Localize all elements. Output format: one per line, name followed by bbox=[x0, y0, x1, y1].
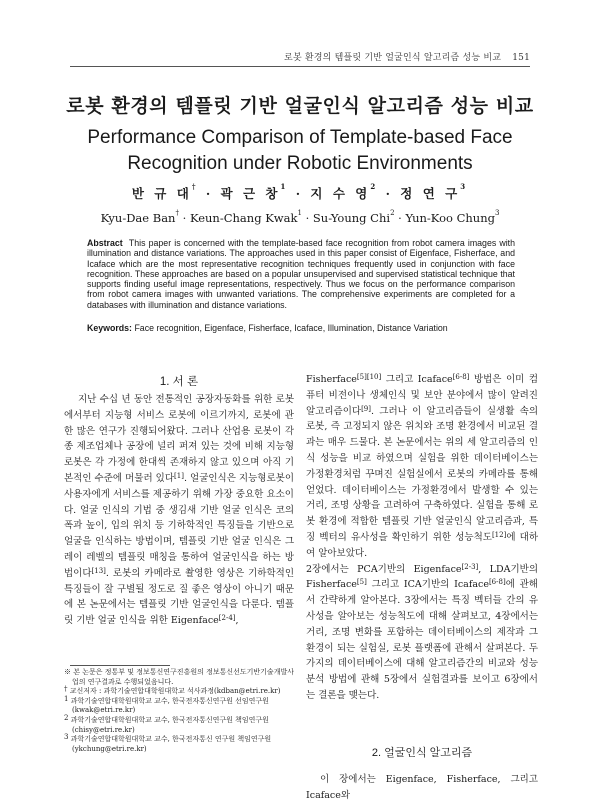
footnote-mark: 2 bbox=[64, 713, 69, 722]
english-title-line1: Performance Comparison of Template-based Face bbox=[87, 127, 513, 148]
footnote-text: 과학기술연합대학원대학교 교수, 한국전자통신연구원 책임연구원 (chisy@etri.re.kr) bbox=[70, 715, 269, 734]
citation: [2-3] bbox=[461, 562, 479, 571]
author-separator: · bbox=[178, 211, 190, 225]
author-mark: † bbox=[191, 182, 199, 191]
body-text: 그리고 ICA기반의 Icaface bbox=[366, 579, 489, 591]
author-separator: · bbox=[301, 211, 313, 225]
english-title bbox=[0, 125, 600, 177]
body-text: . 얼굴인식은 지능형로봇이 사용자에게 서비스를 제공하기 위해 가장 중요한 요소이다. 얼굴 인식의 기법 중 생김새 기반 얼굴 인식은 코의 폭과 높이, 입의 위치 등 기하학적인 특징들을 기반으로 얼굴을 인식하는 방법이며, 템플릿 기반 얼굴 인식은 그레이 레벨의 템플릿 매칭을 통하여 얼굴인식을 하는 방법이다 bbox=[64, 472, 294, 579]
keywords-label: Keywords bbox=[87, 323, 130, 333]
citation: [5] bbox=[356, 578, 367, 587]
citation: [1] bbox=[174, 471, 184, 480]
section2-text bbox=[306, 772, 538, 804]
paragraph: 이 장에서는 Eigenface, Fisherface, 그리고 Icaface와 bbox=[306, 774, 538, 801]
body-text: 방법은 이미 컴퓨터 비전이나 생체인식 및 보안 분야에서 많이 알려진 알고리즘이다 bbox=[306, 374, 539, 417]
author-mark: 2 bbox=[370, 182, 379, 191]
author-separator: · bbox=[288, 186, 311, 201]
footnotes bbox=[64, 668, 294, 754]
english-author: Kyu-Dae Ban bbox=[100, 211, 176, 225]
body-text: , LDA기반의 Fisherface bbox=[306, 563, 539, 591]
paragraph bbox=[306, 372, 538, 562]
body-text: 에 대하여 알아보았다. bbox=[306, 531, 538, 559]
korean-author: 곽 근 창 bbox=[220, 186, 281, 201]
citation: [6-8] bbox=[488, 578, 506, 587]
section-heading-algorithms: 2. 얼굴인식 알고리즘 bbox=[371, 747, 473, 759]
paragraph bbox=[306, 562, 538, 704]
body-text: 2장에서는 PCA기반의 Eigenface bbox=[306, 563, 462, 575]
footnote-mark: † bbox=[64, 685, 68, 694]
citation: [2-4] bbox=[218, 614, 236, 623]
author-mark: 3 bbox=[494, 209, 500, 217]
footnote-rule bbox=[70, 665, 170, 666]
left-column bbox=[64, 392, 294, 629]
korean-author: 반 규 대 bbox=[131, 186, 192, 201]
english-authors bbox=[0, 211, 600, 225]
citation: [5][10] bbox=[356, 373, 382, 381]
author-mark: 3 bbox=[460, 182, 469, 191]
keywords: Keywords: Face recognition, Eigenface, Fisherface, Icaface, Illumination, Distance Variation bbox=[87, 323, 448, 333]
running-header bbox=[284, 50, 530, 63]
body-text: 그리고 Icaface bbox=[381, 374, 453, 385]
english-author: Keun-Chang Kwak bbox=[189, 211, 298, 225]
body-text: . 로봇의 카메라로 촬영한 영상은 기하학적인 특징들이 잘 구별될 정도로 질 좋은 영상이 아니기 때문에 본 논문에서는 템플릿 기반 얼굴인식을 다룬다. 템플릿 기반 얼굴 인식을 위한 Eigenface bbox=[64, 567, 294, 627]
korean-authors bbox=[0, 184, 600, 202]
footnote-text: 과학기술연합대학원대학교 교수, 한국전자통신 연구원 책임연구원 (ykchung@etri.re.kr) bbox=[70, 735, 272, 753]
footnote-mark: 3 bbox=[64, 733, 69, 742]
english-title-line2: Recognition under Robotic Environments bbox=[127, 153, 473, 174]
footnote bbox=[64, 735, 294, 754]
citation: [13] bbox=[91, 566, 106, 575]
keywords-text: Face recognition, Eigenface, Fisherface, Icaface, Illumination, Distance Variation bbox=[134, 323, 448, 333]
author-mark: 1 bbox=[280, 182, 289, 191]
author-mark: 2 bbox=[390, 209, 395, 217]
author-separator: · bbox=[394, 211, 406, 225]
body-text: , bbox=[235, 615, 239, 627]
author-separator: · bbox=[378, 186, 401, 201]
body-text: 지난 수십 년 동안 전통적인 공장자동화를 위한 로봇에서부터 지능형 서비스 로봇에 이르기까지, 로봇에 관한 많은 연구가 진행되어왔다. 그러나 산업용 로봇이 각종 제조업체나 공장에 널리 퍼져 있는 것에 비해 지능형 로봇은 각 가정에 한대씩 존재하지 않고 있으며 아직 기본적인 수준에 머물러 있다 bbox=[64, 394, 294, 484]
english-author: Yun-Koo Chung bbox=[405, 211, 495, 225]
body-text: . 그러나 이 알고리즘들이 실생활 속의 로봇, 즉 고정되지 않은 위치와 조명 환경에서 비교된 결과는 매우 드물다. 본 논문에서는 위의 세 알고리즘의 인식 성능을 비교 하였으며 실험을 위한 데이터베이스는 가정환경처럼 꾸며진 실험실에서 로봇의 카메라를 통해 얻었다. 데이터베이스는 가정환경에서 발생할 수 있는 거리, 조명 상황을 고려하여 구축하였다. 실험을 통해 로봇 환경에 적합한 템플릿 기반 얼굴인식 알고리즘과, 특징 벡터의 유사성을 확인하기 위한 성능척도 bbox=[306, 405, 538, 543]
page-number: 151 bbox=[512, 53, 530, 63]
citation: [9] bbox=[361, 404, 371, 413]
footnote-mark: ※ bbox=[64, 668, 71, 676]
english-author: Su-Young Chi bbox=[312, 211, 391, 225]
footnote-text: 과학기술연합대학원대학교 교수, 한국전자통신연구원 선임연구원 (kwak@etri.re.kr) bbox=[70, 696, 269, 715]
footnote bbox=[64, 687, 294, 697]
korean-author: 정 연 구 bbox=[400, 186, 461, 201]
header-rule bbox=[70, 66, 530, 67]
author-separator: · bbox=[198, 186, 221, 201]
abstract-label: Abstract bbox=[87, 238, 123, 248]
footnote-text: 교신저자 : 과학기술연합대학원대학교 석사과정(kdban@etri.re.kr) bbox=[69, 687, 281, 696]
body-text: Fisherface bbox=[306, 374, 357, 385]
abstract bbox=[87, 238, 515, 310]
right-column bbox=[306, 372, 538, 704]
body-text: 에 관해서 간략하게 알아본다. 3장에서는 특징 벡터들 간의 유사성을 알아보는 성능척도에 대해 살펴보고, 4장에서는 거리, 조명 변화를 포함하는 데이터베이스의 제작과 그 환경이 되는 실험실, 로봇 플랫폼에 관해서 살펴본다. 두 가지의 데이터베이스에 대해 알고리즘간의 비교와 성능분석 방법에 관해 5장에서 실험결과를 보이고 6장에서는 결론을 맺는다. bbox=[306, 579, 538, 701]
footnote-mark: 1 bbox=[64, 694, 69, 703]
paragraph bbox=[64, 392, 294, 629]
citation: [12] bbox=[491, 530, 507, 539]
section-heading-introduction: 1. 서 론 bbox=[159, 376, 199, 388]
korean-title: 로봇 환경의 템플릿 기반 얼굴인식 알고리즘 성능 비교 bbox=[66, 95, 534, 117]
footnote-text: 본 논문은 정통부 및 정보통신연구진흥원의 정보통신선도기반기술개발사업의 연구결과로 수행되었음니다. bbox=[72, 668, 294, 686]
running-title: 로봇 환경의 템플릿 기반 얼굴인식 알고리즘 성능 비교 bbox=[284, 53, 502, 63]
footnote bbox=[64, 668, 294, 687]
korean-author: 지 수 영 bbox=[310, 186, 371, 201]
citation: [6-8] bbox=[452, 373, 470, 381]
abstract-text: This paper is concerned with the template-based face recognition from robot camera images with illumination and distance variations. The approaches used in this paper consist of Eigenface, Fisherface, and Icaface which are the most representative recognition techniques frequently used in conjunction with face recognition. These approaches are based on a popular unsupervised and supervised statistical technique that supports finding useful image representations, respectively. Thus we focus on the performance comparison from robot camera images with unwanted variations. The comprehensive experiments are completed for a databases with illumination and distance variations. bbox=[87, 238, 515, 310]
footnote bbox=[64, 694, 294, 716]
footnote bbox=[64, 713, 294, 735]
author-mark: 1 bbox=[297, 209, 302, 217]
author-mark: † bbox=[175, 209, 179, 217]
